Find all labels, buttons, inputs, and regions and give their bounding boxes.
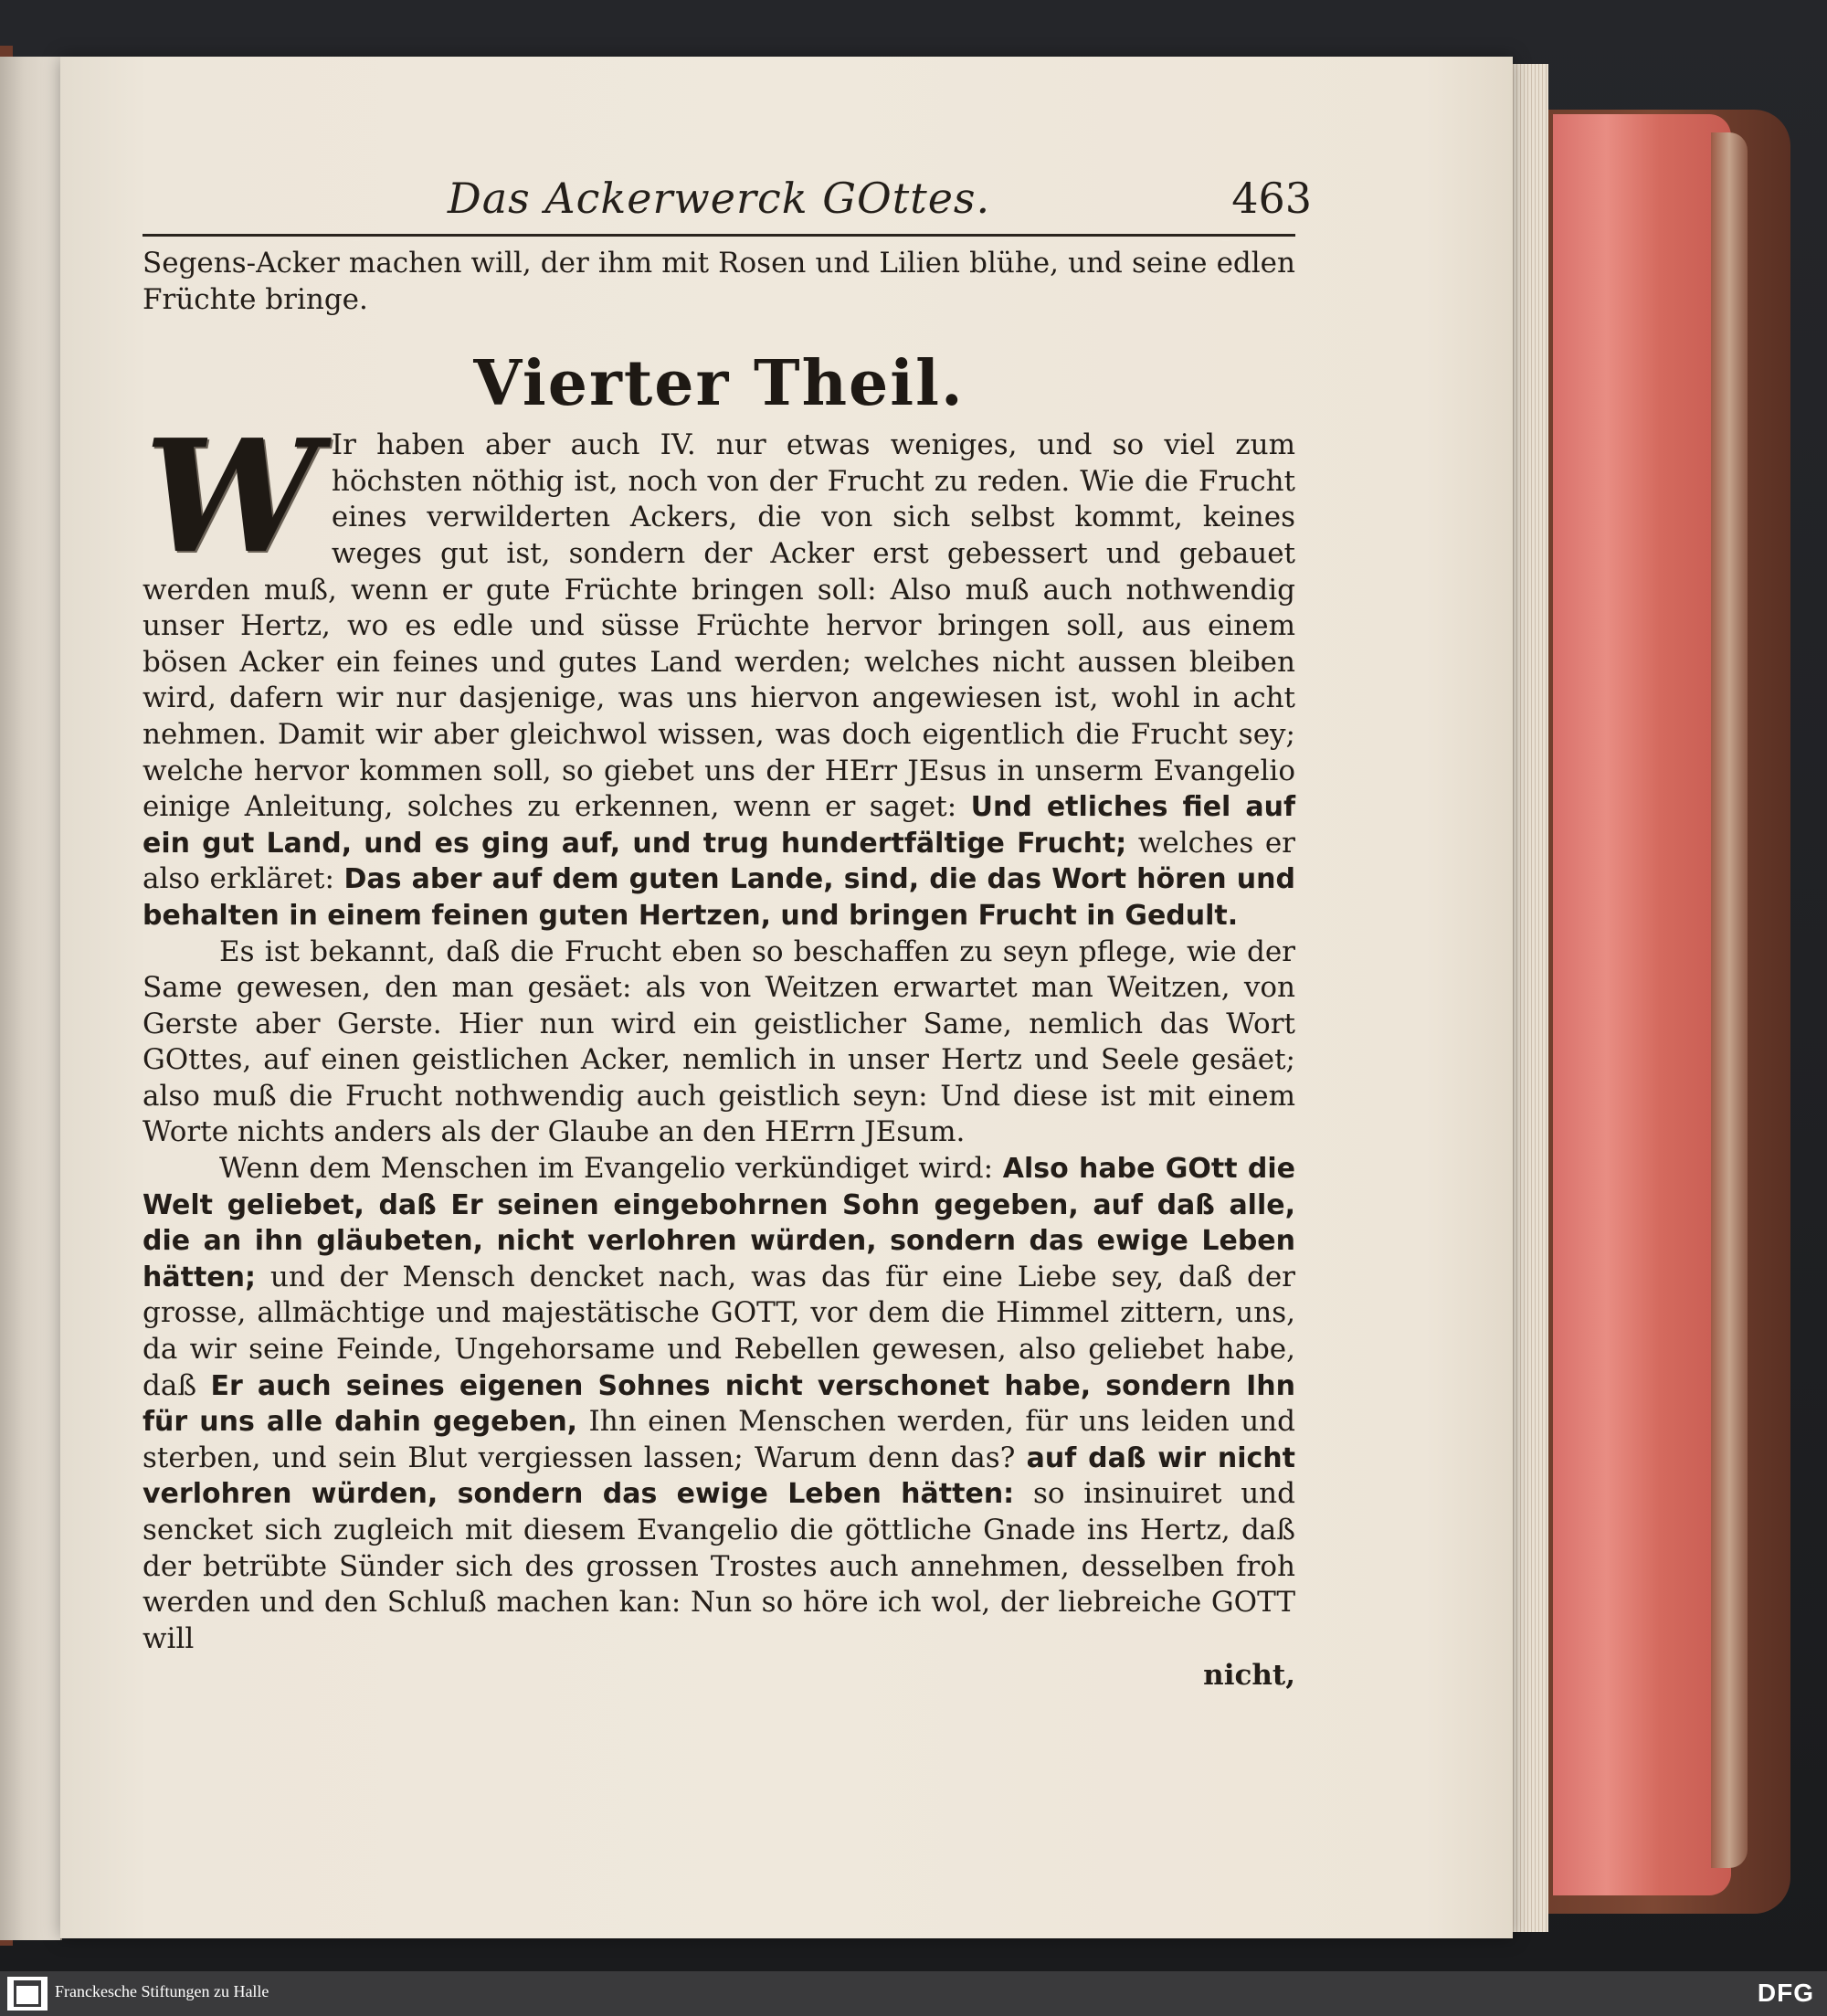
page-number: 463 <box>1231 174 1312 223</box>
red-page-edges <box>1553 114 1731 1895</box>
paragraph-3 <box>143 1151 1295 1657</box>
scripture-quote: Und etliches fiel auf ein gut Land, und es ging auf, und trug hundertfältige Frucht; <box>143 791 1295 860</box>
dfg-logo[interactable]: DFG <box>1757 1979 1814 2007</box>
paragraph-3-lead: Wenn dem Menschen im Evangelio verkündiget wird: <box>219 1152 994 1186</box>
paragraph-1-text: Ir haben aber auch IV. nur etwas weniges, und so viel zum höchsten nöthig ist, noch von der Frucht zu reden. Wie die Frucht eines verwilderten Ackers, die von sich selbst kommt, keines weges gut ist, sondern der Acker erst gebessert und gebauet werden muß, wenn er gute Früchte bringen soll: Also muß auch nothwendig unser Hertz, wo es edle und süsse Früchte hervor bringen soll, aus einem bösen Acker ein feines und gutes Land werden; welches nicht aussen bleiben wird, dafern wir nur dasjenige, was uns hiervon angewiesen ist, wohl in acht nehmen. Damit wir aber gleichwol wissen, was doch eigentlich die Frucht sey; welche hervor kommen soll, so giebet uns der HErr JEsus in unserm Evangelio einige Anleitung, solches zu erkennen, wenn er saget: <box>143 428 1295 824</box>
paragraph-1-mid: welches er also erkläret: <box>143 826 1295 896</box>
head-rule <box>143 234 1295 237</box>
page-text-block <box>143 174 1312 1693</box>
scripture-quote: Also habe GOtt die Welt geliebet, daß Er seinen eingebohrnen Sohn gegeben, auf daß alle, die an ihn gläubeten, nicht verlohren würden, sondern das ewige Leben hätten; <box>143 1153 1295 1293</box>
paragraph-3-text-2: Ihn einen Menschen werden, für uns leiden und sterben, und sein Blut vergiessen lassen; Warum denn das? <box>143 1405 1295 1474</box>
paragraph-1 <box>143 406 1295 934</box>
facing-page-edge <box>0 57 62 1940</box>
scripture-quote: Das aber auf dem guten Lande, sind, die das Wort hören und behalten in einem feinen guten Hertzen, und bringen Frucht in Gedult. <box>143 863 1295 932</box>
footer-bar <box>0 1971 1827 2016</box>
drop-cap: W <box>144 406 319 589</box>
running-head <box>143 174 1312 227</box>
paragraph-3-text-3: so insinuiret und sencket sich zugleich mit diesem Evangelio die göttliche Gnade ins Hertz, daß der betrübte Sünder sich des grossen Trostes auch annehmen, desselben froh werden und den Schluß machen kan: Nun so höre ich wol, der liebreiche GOTT will <box>143 1477 1295 1655</box>
continuation-text: Segens-Acker machen will, der ihm mit Rosen und Lilien blühe, und seine edlen Früchte bringe. <box>143 247 1295 316</box>
scripture-quote: auf daß wir nicht verlohren würden, sondern das ewige Leben hätten: <box>143 1441 1296 1511</box>
running-title: Das Ackerwerck GOttes. <box>447 174 991 223</box>
institution-name[interactable]: Franckesche Stiftungen zu Halle <box>55 1982 269 2000</box>
institution-logo-icon[interactable] <box>7 1977 48 2011</box>
catchword: nicht, <box>1203 1659 1295 1693</box>
paragraph-3-text: und der Mensch dencket nach, was das für eine Liebe sey, daß der grosse, allmächtige und majestätische GOTT, vor dem die Himmel zittern, uns, da wir seine Feinde, Ungehorsame und Rebellen gewesen, also geliebet habe, daß <box>143 1260 1295 1402</box>
scripture-quote: Er auch seines eigenen Sohnes nicht verschonet habe, sondern Ihn für uns alle dahin gegeben, <box>143 1369 1295 1439</box>
book-page <box>60 57 1513 1938</box>
paragraph-2: Es ist bekannt, daß die Frucht eben so beschaffen zu seyn pflege, wie der Same gewesen, den man gesäet: als von Weitzen erwartet man Weitzen, von Gerste aber Gerste. Hier nun wird ein geistlicher Same, nemlich das Wort GOttes, auf einen geistlichen Acker, nemlich in unser Hertz und Seele gesäet; also muß die Frucht nothwendig auch geistlich seyn: Und diese ist mit einem Worte nichts anders als der Glaube an den HErrn JEsum. <box>143 934 1295 1149</box>
section-heading: Vierter Theil. <box>473 347 965 421</box>
